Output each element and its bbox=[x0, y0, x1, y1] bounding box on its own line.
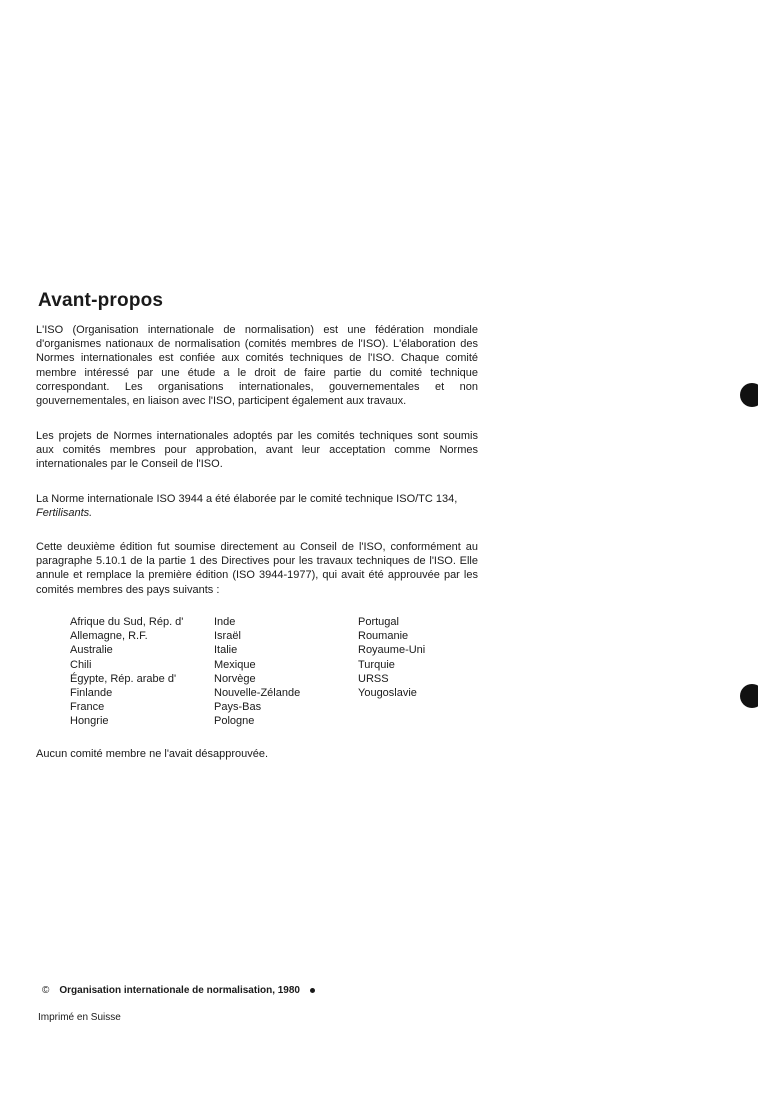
paragraph-iso-intro: L'ISO (Organisation internationale de normalisation) est une fédération mondiale d'organismes nationaux de normalisation (comités membres de l'ISO). L'élaboration des Normes internationales est confiée aux comités techniques de l'ISO. Chaque comité membre intéressé par une étude a le droit de faire partie du comité technique correspondant. Les organisations internationales, gouvernementales et non gouvernementales, en liaison avec l'ISO, participent également aux travaux. bbox=[36, 324, 478, 408]
country-item: URSS bbox=[358, 672, 389, 685]
country-item: France bbox=[70, 701, 105, 714]
country-item: Afrique du Sud, Rép. d' bbox=[70, 616, 184, 628]
standard-origin-text: La Norme internationale ISO 3944 a été élaborée par le comité technique ISO/TC 134, bbox=[36, 493, 458, 505]
country-item: Pays-Bas bbox=[214, 701, 262, 714]
country-item: Inde bbox=[214, 616, 236, 628]
binding-hole-icon bbox=[740, 684, 758, 708]
country-item: Égypte, Rép. arabe d' bbox=[70, 672, 177, 685]
paragraph-no-disapproval: Aucun comité membre ne l'avait désapprouvée. bbox=[36, 748, 269, 760]
page-title: Avant-propos bbox=[38, 290, 164, 311]
country-item: Italie bbox=[214, 644, 238, 657]
committee-name: Fertilisants. bbox=[36, 507, 93, 520]
country-item: Mexique bbox=[214, 658, 256, 671]
country-item: Australie bbox=[70, 644, 113, 657]
copyright-line bbox=[42, 985, 315, 996]
printed-in-note: Imprimé en Suisse bbox=[38, 1012, 121, 1023]
binding-hole-icon bbox=[740, 383, 758, 407]
country-item: Portugal bbox=[358, 616, 399, 628]
country-item: Hongrie bbox=[70, 715, 109, 728]
country-item: Israël bbox=[214, 630, 241, 643]
copyright-organisation: Organisation internationale de normalisation, 1980 bbox=[59, 985, 300, 996]
country-item: Allemagne, R.F. bbox=[70, 630, 148, 643]
country-item: Roumanie bbox=[358, 630, 409, 643]
country-item: Norvège bbox=[214, 672, 256, 685]
country-item: Yougoslavie bbox=[358, 687, 417, 700]
copyright-symbol: © bbox=[42, 985, 50, 996]
country-item: Royaume-Uni bbox=[358, 644, 426, 657]
country-item: Nouvelle-Zélande bbox=[214, 687, 301, 700]
country-item: Turquie bbox=[358, 658, 395, 671]
country-item: Chili bbox=[70, 658, 92, 671]
paragraph-standard-origin bbox=[36, 492, 478, 520]
paragraph-edition-info: Cette deuxième édition fut soumise directement au Conseil de l'ISO, conformément au paragraphe 5.10.1 de la partie 1 des Directives pour les travaux techniques de l'ISO. Elle annule et remplace la première édition (ISO 3944-1977), qui avait été approuvée par les comités membres des pays suivants : bbox=[36, 541, 478, 596]
bullet-dot-icon bbox=[310, 988, 315, 993]
country-list-column-3 bbox=[358, 615, 425, 700]
country-item: Finlande bbox=[70, 687, 113, 700]
country-list-column-2 bbox=[214, 615, 300, 729]
paragraph-draft-standards: Les projets de Normes internationales adoptés par les comités techniques sont soumis aux comités membres pour approbation, avant leur acceptation comme Normes internationales par le Conseil de l'ISO. bbox=[36, 430, 478, 471]
country-item: Pologne bbox=[214, 715, 255, 728]
country-list-column-1 bbox=[70, 615, 183, 729]
